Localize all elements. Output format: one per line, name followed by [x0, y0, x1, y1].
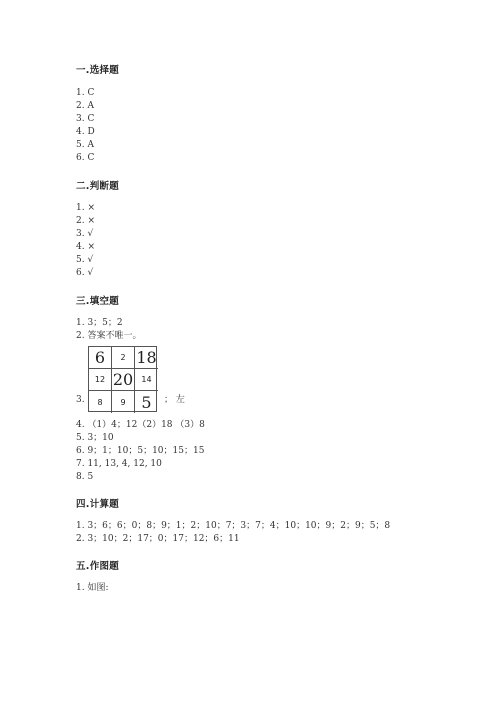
judge-answer-6: 6. √	[76, 268, 94, 278]
choice-answer-1: 1. C	[76, 88, 95, 98]
section-title-fill: 三.填空题	[76, 296, 120, 307]
grid-cell: 14	[135, 369, 158, 391]
fill-answer-3-label: 3.	[76, 395, 85, 405]
choice-answer-4: 4. D	[76, 127, 95, 137]
choice-answer-3: 3. C	[76, 114, 95, 124]
grid-cell: 6	[89, 347, 112, 369]
judge-answer-1: 1. ×	[76, 203, 95, 213]
grid-cell: 5	[141, 392, 152, 412]
fill-answer-2: 2. 答案不唯一。	[76, 331, 142, 341]
section-title-draw: 五.作图题	[76, 561, 120, 572]
grid-cell: 2	[112, 347, 135, 369]
grid-cell: 20	[112, 370, 134, 389]
calc-answer-2: 2. 3；10；2；17；0；17；12；6；11	[76, 534, 240, 544]
grid-cell: 12	[89, 369, 112, 391]
choice-answer-6: 6. C	[76, 153, 95, 163]
fill-answer-3-suffix: ； 左	[164, 395, 185, 405]
section-title-judge: 二.判断题	[76, 181, 120, 192]
fill-answer-4: 4. （1）4；12（2）18 （3）8	[76, 420, 205, 430]
fill-answer-5: 5. 3；10	[76, 433, 114, 443]
fill-answer-1: 1. 3；5；2	[76, 318, 123, 328]
grid-cell: 9	[112, 391, 135, 413]
section-title-calc: 四.计算题	[76, 499, 120, 510]
draw-answer-1: 1. 如图:	[76, 583, 109, 593]
judge-answer-2: 2. ×	[76, 216, 95, 226]
fill-answer-6: 6. 9；1；10；5；10；15；15	[76, 446, 205, 456]
fill-answer-8: 8. 5	[76, 472, 94, 482]
judge-answer-5: 5. √	[76, 255, 94, 265]
judge-answer-4: 4. ×	[76, 242, 95, 252]
calc-answer-1: 1. 3；6；6；0；8；9；1；2；10；7；3；7；4；10；10；9；2；9；5；8	[76, 521, 391, 531]
section-title-choice: 一.选择题	[76, 65, 120, 76]
grid-cell: 18	[136, 348, 157, 367]
number-grid	[88, 346, 157, 412]
choice-answer-2: 2. A	[76, 101, 94, 111]
judge-answer-3: 3. √	[76, 229, 94, 239]
grid-cell: 8	[89, 391, 112, 413]
choice-answer-5: 5. A	[76, 140, 94, 150]
fill-answer-7: 7. 11, 13, 4, 12, 10	[76, 459, 162, 469]
